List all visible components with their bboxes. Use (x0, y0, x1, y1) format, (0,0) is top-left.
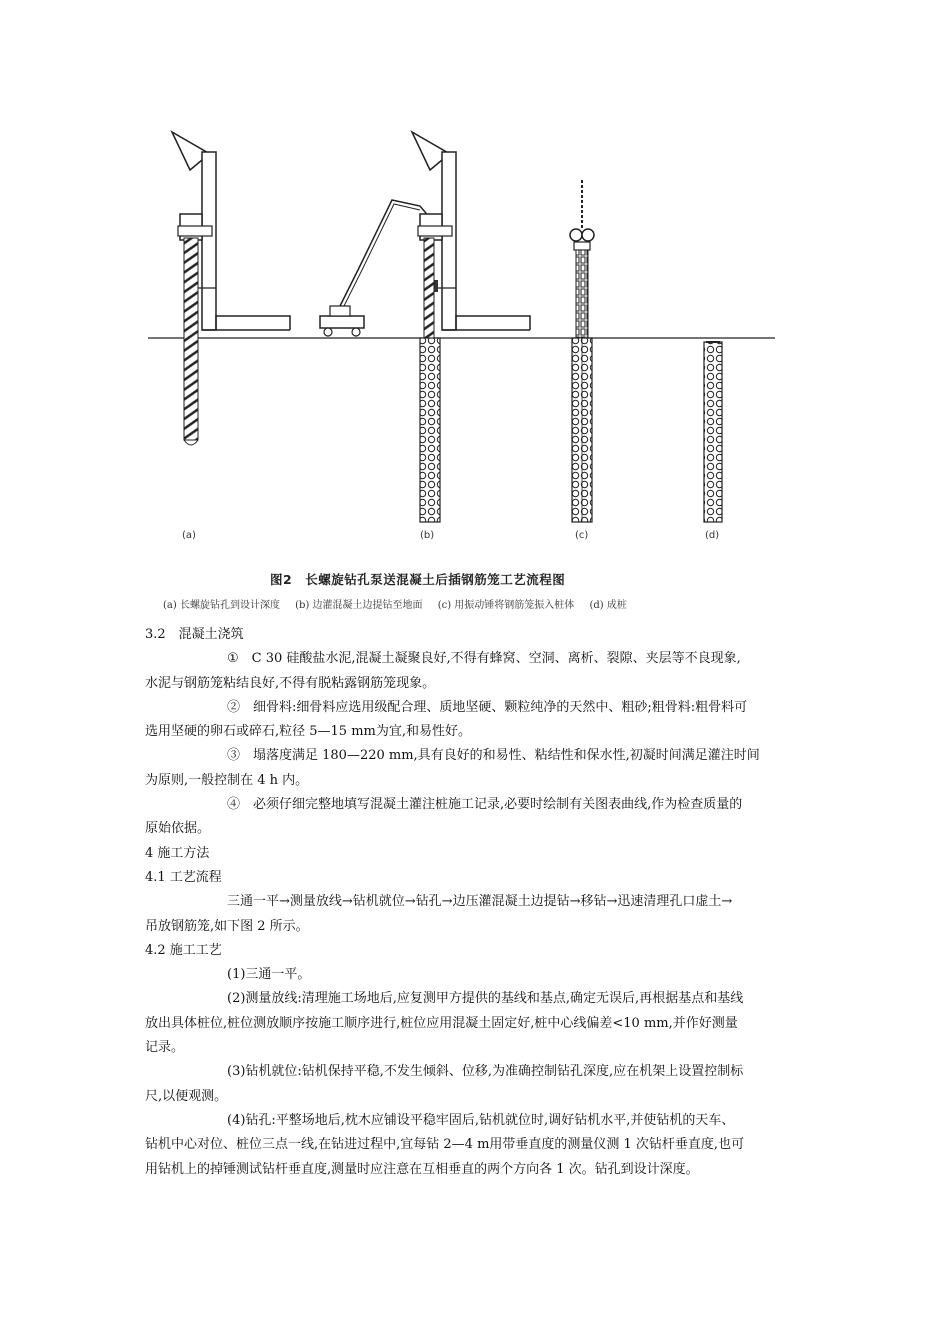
text-line: 原始依据。 (145, 821, 211, 837)
process-flow-figure (130, 120, 810, 620)
text-line: ① C 30 硅酸盐水泥,混凝土凝聚良好,不得有蜂窝、空洞、离析、裂隙、夹层等不良现象, (227, 651, 741, 667)
panel-a-drill (172, 132, 290, 445)
text-line: ② 细骨料:细骨料应选用级配合理、质地坚硬、颗粒纯净的天然中、粗砂;粗骨料:粗骨料可 (227, 699, 748, 715)
text-line: 选用坚硬的卵石或碎石,粒径 5—15 mm为宜,和易性好。 (145, 724, 471, 740)
text-line: ③ 塌落度满足 180—220 mm,具有良好的和易性、粘结性和保水性,初凝时间满足灌注时间 (227, 748, 760, 764)
text-line: 水泥与钢筋笼粘结良好,不得有脱粘露钢筋笼现象。 (145, 675, 436, 691)
panel-d-pile (704, 342, 722, 522)
text-line: 放出具体桩位,桩位测放顺序按施工顺序进行,桩位应用混凝土固定好,桩中心线偏差<10 mm,并作好测量 (145, 1015, 738, 1031)
panel-label-c: (c) (575, 530, 589, 541)
text-line: 4 施工方法 (145, 845, 210, 861)
text-line: (3)钻机就位:钻机保持平稳,不发生倾斜、位移,为准确控制钻孔深度,应在机架上设置控制标 (227, 1064, 744, 1080)
text-line: 3.2 混凝土浇筑 (145, 627, 244, 642)
text-line: 吊放钢筋笼,如下图 2 所示。 (145, 918, 309, 934)
text-line: ④ 必须仔细完整地填写混凝土灌注桩施工记录,必要时绘制有关图表曲线,作为检查质量的 (227, 797, 743, 813)
text-line: 4.2 施工工艺 (145, 942, 222, 958)
panel-b-drill (412, 132, 530, 522)
text-line: 钻机中心对位、桩位三点一线,在钻进过程中,宜每钻 2—4 m用带垂直度的测量仪测 1 次钻杆垂直度,也可 (145, 1137, 745, 1153)
caption-b: (b) 边灌混凝土边提钻至地面 (295, 600, 423, 611)
text-line: 4.1 工艺流程 (145, 869, 222, 885)
text-line: 尺,以便观测。 (145, 1088, 228, 1104)
text-line: (1)三通一平。 (227, 967, 311, 983)
figure-caption (163, 596, 639, 611)
caption-a: (a) 长螺旋钻孔到设计深度 (163, 600, 280, 611)
text-line: (4)钻孔:平整场地后,枕木应铺设平稳牢固后,钻机就位时,调好钻机水平,并使钻机的天车、 (227, 1112, 735, 1128)
text-line: 为原则,一般控制在 4 h 内。 (145, 772, 309, 788)
panel-label-d: (d) (705, 530, 720, 541)
caption-d: (d) 成桩 (589, 600, 627, 611)
text-line: 用钻机上的掉锤测试钻杆垂直度,测量时应注意在互相垂直的两个方向各 1 次。钻孔到设计深度。 (145, 1161, 699, 1177)
text-line: 记录。 (145, 1040, 185, 1056)
panel-b-pump-truck (320, 200, 430, 336)
caption-c: (c) 用振动锤将钢筋笼振入桩体 (437, 600, 575, 611)
body-text (145, 623, 805, 1182)
panel-c-vibrator (570, 180, 594, 522)
panel-label-a: (a) (182, 530, 196, 541)
text-line: (2)测量放线:清理施工场地后,应复测甲方提供的基线和基点,确定无误后,再根据基点和基线 (227, 991, 744, 1007)
panel-label-b: (b) (420, 530, 435, 541)
figure-title: 图2 长螺旋钻孔泵送混凝土后插钢筋笼工艺流程图 (270, 572, 566, 587)
text-line: 三通一平→测量放线→钻机就位→钻孔→边压灌混凝土边提钻→移钻→迅速清理孔口虚土→ (227, 894, 733, 910)
